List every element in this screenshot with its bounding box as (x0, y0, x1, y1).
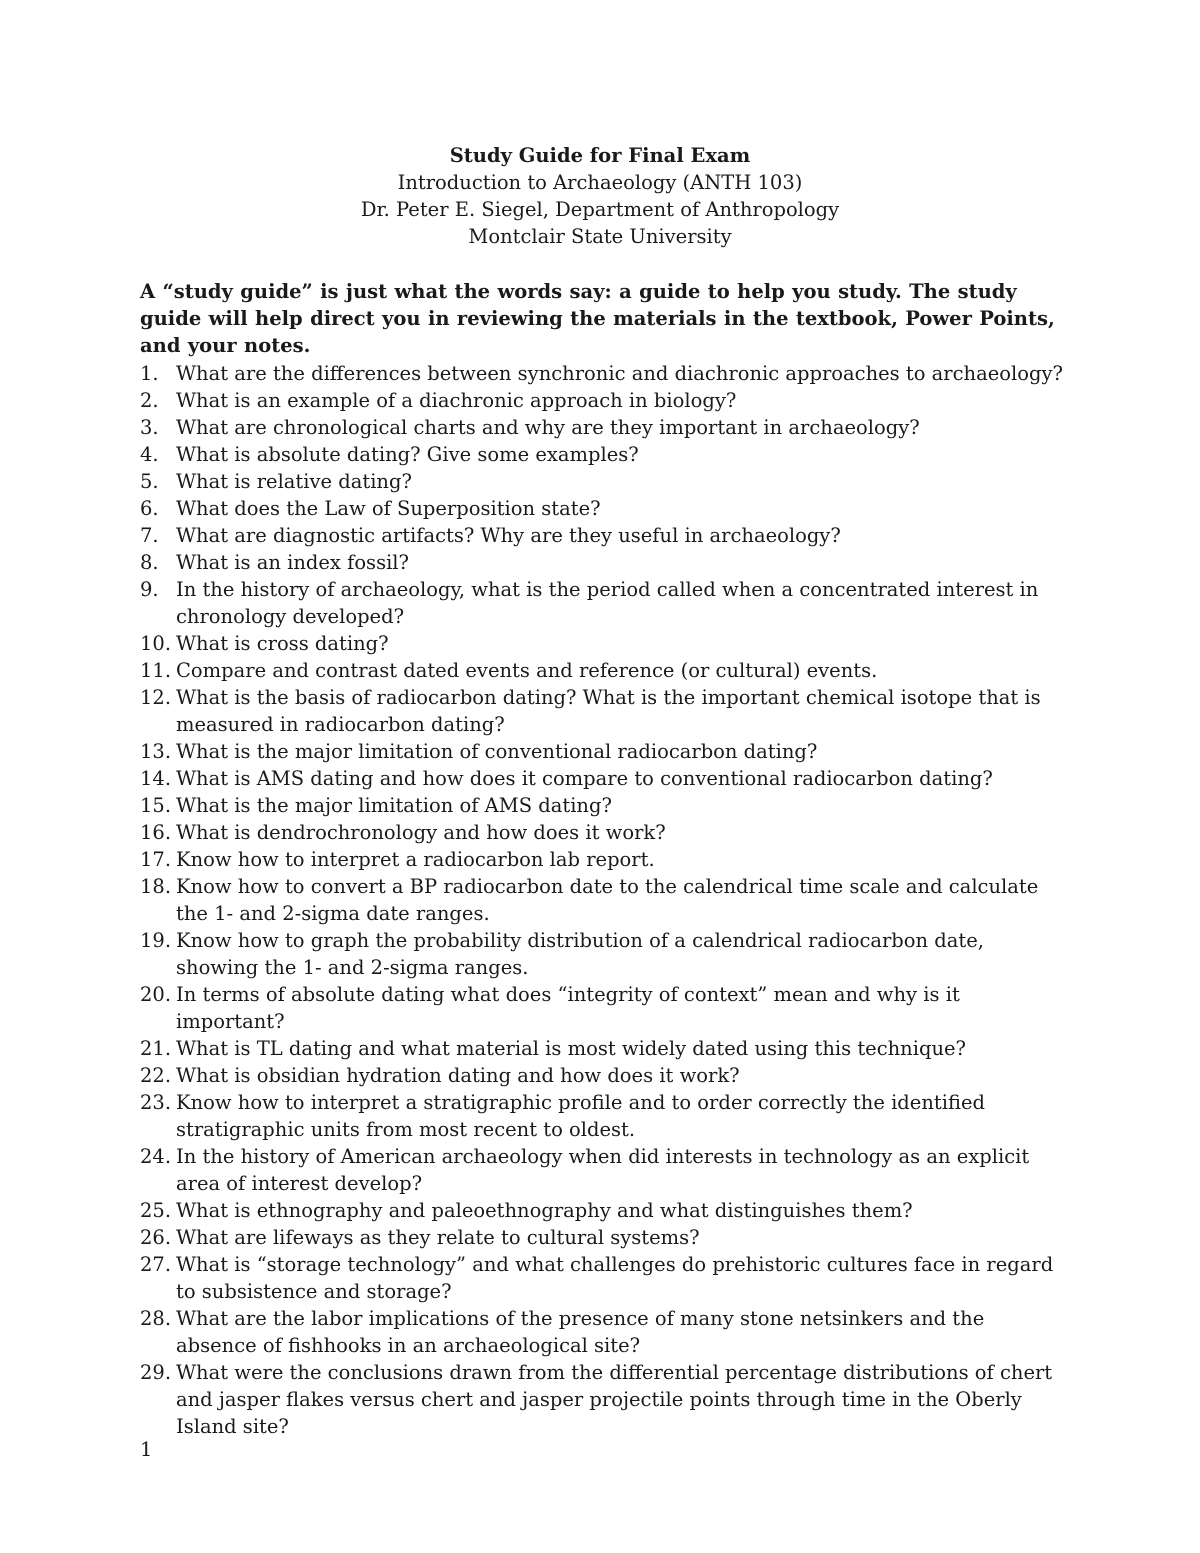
question-number: 10. (140, 632, 172, 655)
question-item (140, 1035, 1070, 1062)
question-number: 11. (140, 659, 172, 682)
question-item (140, 1305, 1070, 1359)
question-number: 17. (140, 848, 172, 871)
question-item (140, 927, 1070, 981)
question-number: 15. (140, 794, 172, 817)
page-number: 1 (140, 1438, 153, 1461)
question-text: What is ethnography and paleoethnography and what distinguishes them? (176, 1199, 913, 1222)
question-item (140, 495, 1070, 522)
question-number: 20. (140, 983, 172, 1006)
question-text: In terms of absolute dating what does “integrity of context” mean and why is it important? (176, 983, 960, 1033)
question-number: 24. (140, 1145, 172, 1168)
question-text: In the history of archaeology, what is the period called when a concentrated interest in chronology developed? (176, 578, 1039, 628)
question-item (140, 522, 1070, 549)
question-text: What is relative dating? (176, 470, 412, 493)
question-item (140, 657, 1070, 684)
question-text: What are chronological charts and why are they important in archaeology? (176, 416, 920, 439)
question-text: What is an example of a diachronic approach in biology? (176, 389, 737, 412)
question-item (140, 981, 1070, 1035)
question-text: What are the labor implications of the presence of many stone netsinkers and the absence of fishhooks in an archaeological site? (176, 1307, 985, 1357)
question-item (140, 765, 1070, 792)
question-number: 19. (140, 929, 172, 952)
question-text: Know how to interpret a radiocarbon lab report. (176, 848, 655, 871)
university-name: Montclair State University (468, 225, 732, 248)
question-text: What are lifeways as they relate to cultural systems? (176, 1226, 700, 1249)
question-number: 18. (140, 875, 172, 898)
question-item (140, 792, 1070, 819)
intro-paragraph: A “study guide” is just what the words say: a guide to help you study. The study guide will help direct you in reviewing the materials in the textbook, Power Points, and your notes. (140, 280, 1055, 357)
question-number: 3. (140, 416, 159, 439)
document-header (0, 142, 1200, 250)
question-item (140, 576, 1070, 630)
question-number: 27. (140, 1253, 172, 1276)
question-number: 1. (140, 362, 159, 385)
question-text: What is “storage technology” and what challenges do prehistoric cultures face in regard to subsistence and storage? (176, 1253, 1054, 1303)
question-text: What is dendrochronology and how does it work? (176, 821, 666, 844)
question-text: What is the basis of radiocarbon dating? What is the important chemical isotope that is measured in radiocarbon dating? (176, 686, 1041, 736)
question-item (140, 1089, 1070, 1143)
question-item (140, 873, 1070, 927)
question-number: 7. (140, 524, 159, 547)
question-number: 22. (140, 1064, 172, 1087)
question-text: Compare and contrast dated events and reference (or cultural) events. (176, 659, 878, 682)
question-item (140, 846, 1070, 873)
question-text: Know how to interpret a stratigraphic profile and to order correctly the identified stratigraphic units from most recent to oldest. (176, 1091, 985, 1141)
question-item (140, 1062, 1070, 1089)
course-name: Introduction to Archaeology (ANTH 103) (397, 171, 803, 194)
question-text: What is cross dating? (176, 632, 389, 655)
question-text: What is the major limitation of AMS dating? (176, 794, 612, 817)
question-item (140, 549, 1070, 576)
question-item (140, 468, 1070, 495)
question-text: What is absolute dating? Give some examples? (176, 443, 639, 466)
question-text: What are the differences between synchronic and diachronic approaches to archaeology? (176, 362, 1063, 385)
question-number: 14. (140, 767, 172, 790)
question-number: 23. (140, 1091, 172, 1114)
question-text: Know how to graph the probability distribution of a calendrical radiocarbon date, showing the 1- and 2-sigma ranges. (176, 929, 984, 979)
question-number: 4. (140, 443, 159, 466)
question-text: What is TL dating and what material is most widely dated using this technique? (176, 1037, 967, 1060)
question-item (140, 684, 1070, 738)
question-number: 8. (140, 551, 159, 574)
question-number: 13. (140, 740, 172, 763)
question-list (140, 360, 1070, 1440)
question-number: 5. (140, 470, 159, 493)
instructor-line: Dr. Peter E. Siegel, Department of Anthropology (360, 198, 840, 221)
question-item (140, 738, 1070, 765)
question-text: What is the major limitation of conventional radiocarbon dating? (176, 740, 818, 763)
question-text: What is an index fossil? (176, 551, 410, 574)
question-number: 9. (140, 578, 159, 601)
question-item (140, 630, 1070, 657)
question-item (140, 1143, 1070, 1197)
question-number: 12. (140, 686, 172, 709)
question-item (140, 360, 1070, 387)
question-item (140, 414, 1070, 441)
question-number: 28. (140, 1307, 172, 1330)
question-item (140, 1251, 1070, 1305)
question-text: Know how to convert a BP radiocarbon date to the calendrical time scale and calculate the 1- and 2-sigma date ranges. (176, 875, 1039, 925)
question-number: 6. (140, 497, 159, 520)
question-number: 16. (140, 821, 172, 844)
question-text: What are diagnostic artifacts? Why are they useful in archaeology? (176, 524, 841, 547)
question-item (140, 819, 1070, 846)
question-text: What were the conclusions drawn from the differential percentage distributions of chert and jasper flakes versus chert and jasper projectile points through time in the Oberly Island site? (176, 1361, 1053, 1438)
question-item (140, 441, 1070, 468)
question-item (140, 1224, 1070, 1251)
question-item (140, 387, 1070, 414)
question-number: 21. (140, 1037, 172, 1060)
document-title: Study Guide for Final Exam (449, 144, 751, 167)
question-text: What does the Law of Superposition state? (176, 497, 601, 520)
question-number: 29. (140, 1361, 172, 1384)
question-number: 26. (140, 1226, 172, 1249)
question-number: 25. (140, 1199, 172, 1222)
question-text: What is AMS dating and how does it compare to conventional radiocarbon dating? (176, 767, 993, 790)
question-item (140, 1359, 1070, 1440)
question-item (140, 1197, 1070, 1224)
question-text: What is obsidian hydration dating and how does it work? (176, 1064, 740, 1087)
question-text: In the history of American archaeology when did interests in technology as an explicit area of interest develop? (176, 1145, 1030, 1195)
question-number: 2. (140, 389, 159, 412)
